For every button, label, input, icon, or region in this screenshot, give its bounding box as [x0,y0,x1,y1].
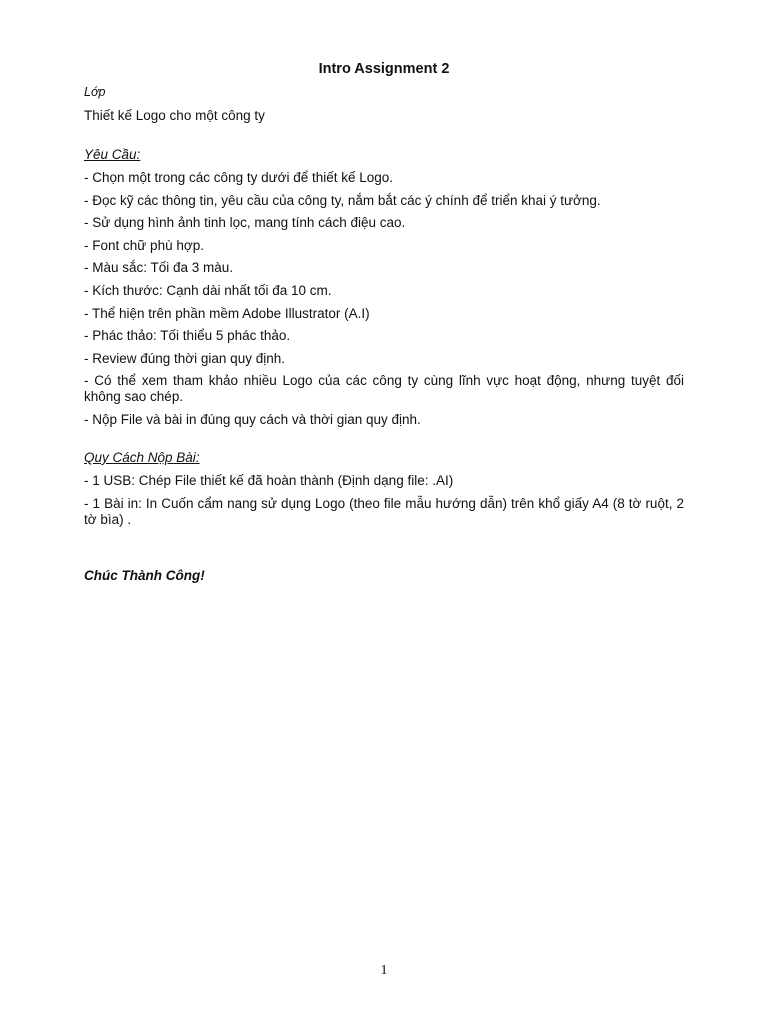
submission-heading-text: Quy Cách Nộp Bài [84,449,196,465]
submission-heading-colon: : [195,449,200,465]
document-content [84,60,684,584]
list-item: - Kích thước: Cạnh dài nhất tối đa 10 cm. [84,282,332,298]
page-number: 1 [380,963,388,978]
list-item: - Chọn một trong các công ty dưới để thiết kế Logo. [84,170,394,185]
class-label: Lớp [84,85,106,99]
list-item: - Có thể xem tham khảo nhiều Logo của các công ty cùng lĩnh vực hoạt động, nhưng tuyệt đối không sao chép. [84,373,684,405]
list-item: - Màu sắc: Tối đa 3 màu. [84,260,234,276]
list-item: - Phác thảo: Tối thiểu 5 phác thảo. [84,328,291,344]
list-item: - Font chữ phù hợp. [84,237,204,253]
document-title: Intro Assignment 2 [318,61,450,77]
submission-list [84,473,684,528]
list-item: - Đọc kỹ các thông tin, yêu cầu của công ty, nắm bắt các ý chính để triển khai ý tưởng. [84,192,601,208]
list-item: - 1 Bài in: In Cuốn cẩm nang sử dụng Logo (theo file mẫu hướng dẫn) trên khổ giấy A4 (8 tờ ruột, 2 tờ bìa) . [84,495,684,527]
list-item: - Sử dụng hình ảnh tinh lọc, mang tính cách điệu cao. [84,215,406,231]
requirements-list [84,170,684,428]
list-item: - 1 USB: Chép File thiết kế đã hoàn thành (Định dạng file: .AI) [84,472,454,488]
list-item: - Thể hiện trên phần mềm Adobe Illustrator (A.I) [84,305,370,321]
requirements-heading: Yêu Cầu: [84,147,141,162]
list-item: - Review đúng thời gian quy định. [84,350,285,366]
assignment-subtitle: Thiết kế Logo cho một công ty [84,108,265,123]
submission-heading [84,450,684,466]
list-item: - Nộp File và bài in đúng quy cách và thời gian quy định. [84,411,421,427]
closing-message: Chúc Thành Công! [84,567,205,583]
